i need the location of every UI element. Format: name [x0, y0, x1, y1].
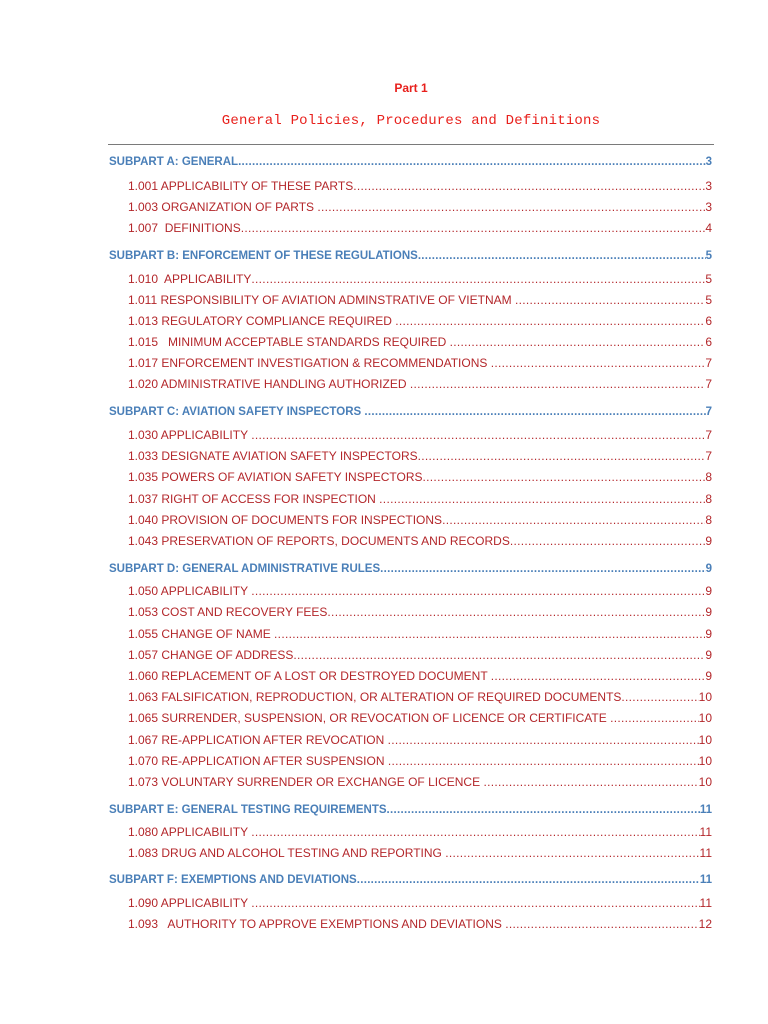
- toc-leader-dots: [364, 406, 705, 418]
- toc-item-link[interactable]: [128, 711, 712, 731]
- toc-leader-dots: [388, 754, 699, 768]
- toc-item-link[interactable]: [128, 272, 712, 292]
- toc-entry-title: SUBPART E: GENERAL TESTING REQUIREMENTS: [109, 804, 387, 816]
- toc-entry-title: SUBPART C: AVIATION SAFETY INSPECTORS: [109, 406, 365, 418]
- toc-item-link[interactable]: [128, 492, 712, 512]
- toc-leader-dots: [293, 648, 705, 662]
- toc-leader-dots: [251, 584, 705, 598]
- toc-entry-title: 1.053 COST AND RECOVERY FEES: [128, 605, 328, 619]
- toc-leader-dots: [238, 156, 706, 168]
- toc-leader-dots: [610, 711, 699, 725]
- toc-entry-title: 1.003 ORGANIZATION OF PARTS: [128, 200, 318, 214]
- toc-item-link[interactable]: [128, 733, 712, 753]
- toc-leader-dots: [418, 449, 706, 463]
- toc-item-link[interactable]: [128, 314, 712, 334]
- toc-leader-dots: [251, 428, 705, 442]
- toc-entry-title: 1.065 SURRENDER, SUSPENSION, OR REVOCATION OF LICENCE OR CERTIFICATE: [128, 711, 611, 725]
- toc-item-link[interactable]: [128, 775, 712, 795]
- toc-item-link[interactable]: [128, 470, 712, 490]
- toc-subpart-link[interactable]: [109, 250, 712, 270]
- toc-item-link[interactable]: [128, 449, 712, 469]
- toc-item-link[interactable]: [128, 293, 712, 313]
- toc-leader-dots: [445, 846, 699, 860]
- toc-leader-dots: [251, 272, 705, 286]
- toc-leader-dots: [510, 534, 705, 548]
- toc-leader-dots: [442, 513, 705, 527]
- toc-page-number: 11: [699, 804, 712, 816]
- toc-subpart-link[interactable]: [109, 156, 712, 176]
- toc-page-number: 9: [705, 648, 712, 662]
- toc-leader-dots: [505, 917, 698, 931]
- toc-leader-dots: [357, 874, 700, 886]
- toc-leader-dots: [241, 221, 706, 235]
- toc-page-number: 11: [699, 896, 712, 910]
- toc-entry-title: 1.043 PRESERVATION OF REPORTS, DOCUMENTS AND RECORDS: [128, 534, 510, 548]
- toc-page-number: 7: [705, 356, 712, 370]
- toc-item-link[interactable]: [128, 690, 712, 710]
- toc-leader-dots: [327, 605, 705, 619]
- toc-page-number: 11: [699, 825, 712, 839]
- toc-page-number: 7: [705, 449, 712, 463]
- toc-page-number: 9: [705, 669, 712, 683]
- toc-entry-title: 1.090 APPLICABILITY: [128, 896, 252, 910]
- toc-item-link[interactable]: [128, 335, 712, 355]
- toc-page-number: 3: [705, 200, 712, 214]
- toc-page-number: 10: [698, 711, 712, 725]
- toc-leader-dots: [423, 470, 706, 484]
- toc-page-number: 4: [705, 221, 712, 235]
- toc-entry-title: 1.030 APPLICABILITY: [128, 428, 252, 442]
- toc-item-link[interactable]: [128, 221, 712, 241]
- toc-leader-dots: [450, 335, 706, 349]
- toc-item-link[interactable]: [128, 534, 712, 554]
- toc-page-number: 9: [705, 627, 712, 641]
- toc-page-number: 8: [705, 513, 712, 527]
- toc-leader-dots: [395, 314, 705, 328]
- toc-item-link[interactable]: [128, 605, 712, 625]
- toc-entry-title: 1.060 REPLACEMENT OF A LOST OR DESTROYED DOCUMENT: [128, 669, 491, 683]
- toc-page-number: 7: [705, 428, 712, 442]
- toc-leader-dots: [317, 200, 705, 214]
- toc-item-link[interactable]: [128, 896, 712, 916]
- toc-subpart-link[interactable]: [109, 406, 712, 426]
- toc-entry-title: 1.093 AUTHORITY TO APPROVE EXEMPTIONS AND DEVIATIONS: [128, 917, 506, 931]
- toc-page-number: 6: [705, 335, 712, 349]
- toc-page-number: 8: [705, 470, 712, 484]
- toc-leader-dots: [491, 669, 706, 683]
- toc-leader-dots: [515, 293, 705, 307]
- toc-leader-dots: [251, 896, 699, 910]
- toc-entry-title: 1.011 RESPONSIBILITY OF AVIATION ADMINSTRATIVE OF VIETNAM: [128, 293, 515, 307]
- toc-entry-title: 1.063 FALSIFICATION, REPRODUCTION, OR ALTERATION OF REQUIRED DOCUMENTS: [128, 690, 622, 704]
- toc-leader-dots: [387, 804, 700, 816]
- toc-entry-title: 1.080 APPLICABILITY: [128, 825, 252, 839]
- toc-entry-title: 1.010 APPLICABILITY: [128, 272, 252, 286]
- toc-entry-title: 1.001 APPLICABILITY OF THESE PARTS: [128, 179, 354, 193]
- toc-page-number: 5: [705, 250, 712, 262]
- toc-entry-title: SUBPART D: GENERAL ADMINISTRATIVE RULES: [109, 563, 381, 575]
- toc-leader-dots: [251, 825, 699, 839]
- toc-item-link[interactable]: [128, 648, 712, 668]
- toc-page-number: 11: [699, 846, 712, 860]
- toc-item-link[interactable]: [128, 917, 712, 937]
- toc-item-link[interactable]: [128, 754, 712, 774]
- title-divider: [108, 144, 714, 145]
- toc-leader-dots: [274, 627, 705, 641]
- toc-entry-title: SUBPART F: EXEMPTIONS AND DEVIATIONS: [109, 874, 357, 886]
- toc-leader-dots: [380, 563, 705, 575]
- toc-entry-title: 1.007 DEFINITIONS: [128, 221, 241, 235]
- toc-page-number: 10: [698, 733, 712, 747]
- toc-page-number: 5: [705, 272, 712, 286]
- toc-item-link[interactable]: [128, 356, 712, 376]
- document-title: General Policies, Procedures and Definitions: [221, 113, 601, 129]
- toc-entry-title: SUBPART B: ENFORCEMENT OF THESE REGULATIONS: [109, 250, 418, 262]
- toc-page-number: 9: [705, 605, 712, 619]
- toc-entry-title: 1.037 RIGHT OF ACCESS FOR INSPECTION: [128, 492, 380, 506]
- toc-leader-dots: [621, 690, 698, 704]
- toc-page-number: 9: [705, 563, 712, 575]
- toc-entry-title: 1.050 APPLICABILITY: [128, 584, 252, 598]
- toc-entry-title: 1.035 POWERS OF AVIATION SAFETY INSPECTORS: [128, 470, 423, 484]
- toc-page-number: 5: [705, 293, 712, 307]
- toc-entry-title: SUBPART A: GENERAL: [109, 156, 239, 168]
- toc-page-number: 10: [698, 754, 712, 768]
- part-label: Part 1: [394, 81, 428, 95]
- toc-item-link[interactable]: [128, 200, 712, 220]
- toc-item-link[interactable]: [128, 513, 712, 533]
- toc-entry-title: 1.020 ADMINISTRATIVE HANDLING AUTHORIZED: [128, 377, 410, 391]
- toc-entry-title: 1.040 PROVISION OF DOCUMENTS FOR INSPECTIONS: [128, 513, 443, 527]
- toc-page-number: 9: [705, 584, 712, 598]
- toc-subpart-link[interactable]: [109, 563, 712, 583]
- toc-entry-title: 1.057 CHANGE OF ADDRESS: [128, 648, 294, 662]
- toc-leader-dots: [491, 356, 706, 370]
- toc-page-number: 11: [699, 874, 712, 886]
- toc-leader-dots: [379, 492, 705, 506]
- toc-entry-title: 1.015 MINIMUM ACCEPTABLE STANDARDS REQUIRED: [128, 335, 450, 349]
- toc-entry-title: 1.017 ENFORCEMENT INVESTIGATION & RECOMMENDATIONS: [128, 356, 491, 370]
- toc-page-number: 8: [705, 492, 712, 506]
- toc-item-link[interactable]: [128, 627, 712, 647]
- toc-item-link[interactable]: [128, 825, 712, 845]
- toc-page-number: 9: [705, 534, 712, 548]
- toc-page-number: 10: [698, 775, 712, 789]
- toc-page-number: 3: [705, 179, 712, 193]
- toc-page-number: 6: [705, 314, 712, 328]
- toc-entry-title: 1.013 REGULATORY COMPLIANCE REQUIRED: [128, 314, 396, 328]
- toc-entry-title: 1.067 RE-APPLICATION AFTER REVOCATION: [128, 733, 388, 747]
- toc-entry-title: 1.033 DESIGNATE AVIATION SAFETY INSPECTORS: [128, 449, 418, 463]
- toc-entry-title: 1.073 VOLUNTARY SURRENDER OR EXCHANGE OF LICENCE: [128, 775, 484, 789]
- toc-entry-title: 1.083 DRUG AND ALCOHOL TESTING AND REPORTING: [128, 846, 446, 860]
- toc-page-number: 3: [705, 156, 712, 168]
- toc-item-link[interactable]: [128, 377, 712, 397]
- toc-item-link[interactable]: [128, 584, 712, 604]
- toc-page-number: 10: [698, 690, 712, 704]
- toc-leader-dots: [418, 250, 706, 262]
- toc-item-link[interactable]: [128, 846, 712, 866]
- toc-subpart-link[interactable]: [109, 804, 712, 824]
- toc-leader-dots: [388, 733, 699, 747]
- toc-page-number: 7: [705, 377, 712, 391]
- toc-leader-dots: [353, 179, 705, 193]
- toc-leader-dots: [410, 377, 705, 391]
- toc-entry-title: 1.070 RE-APPLICATION AFTER SUSPENSION: [128, 754, 388, 768]
- toc-item-link[interactable]: [128, 428, 712, 448]
- toc-subpart-link[interactable]: [109, 874, 712, 894]
- toc-item-link[interactable]: [128, 669, 712, 689]
- toc-page-number: 12: [698, 917, 712, 931]
- toc-entry-title: 1.055 CHANGE OF NAME: [128, 627, 275, 641]
- toc-item-link[interactable]: [128, 179, 712, 199]
- toc-page-number: 7: [705, 406, 712, 418]
- toc-leader-dots: [483, 775, 698, 789]
